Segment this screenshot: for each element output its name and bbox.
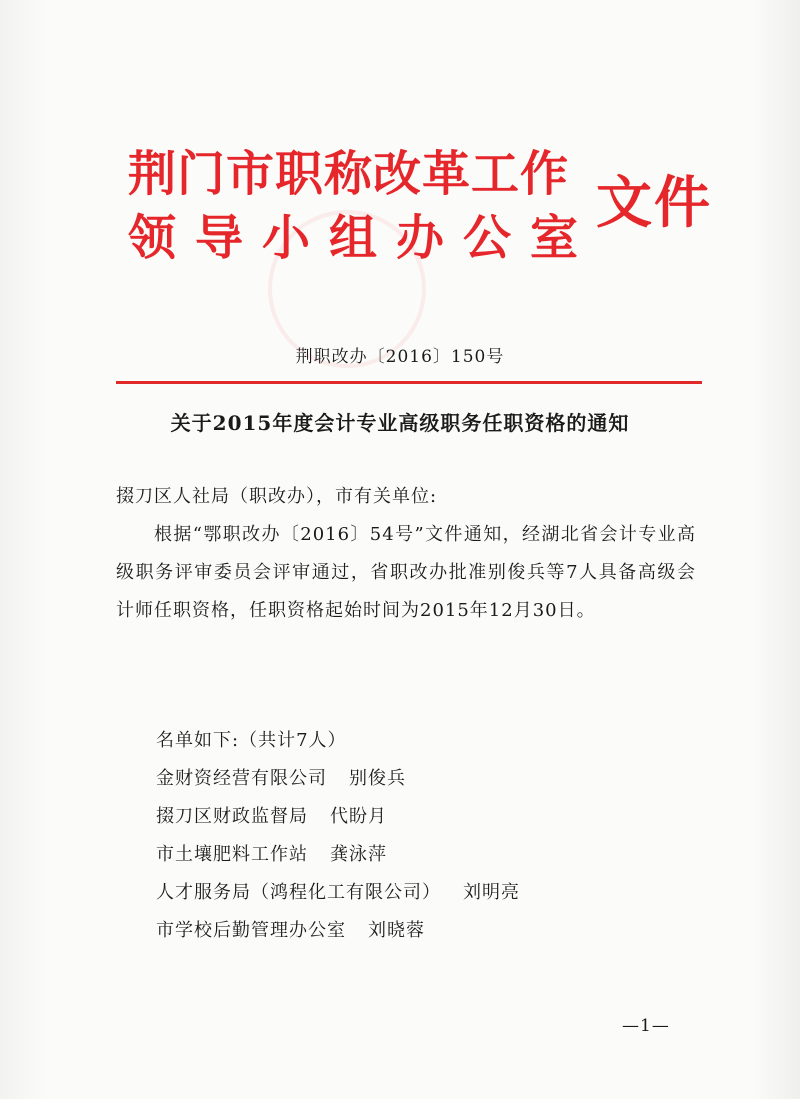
list-item-person: 代盼月 [330, 806, 387, 827]
list-item-person: 刘晓蓉 [368, 920, 425, 941]
list-item-unit: 掇刀区财政监督局 [156, 806, 308, 827]
list-item-person: 刘明亮 [463, 882, 520, 903]
document-number: 荆职改办〔2016〕150号 [295, 347, 505, 367]
list-item [156, 836, 520, 874]
list-item-unit: 市土壤肥料工作站 [156, 844, 308, 865]
header-issuer-line2: 领导小组办公室 [128, 210, 598, 266]
list-item-person: 龚泳萍 [330, 844, 387, 865]
list-item-unit: 金财资经营有限公司 [156, 768, 327, 789]
list-item [156, 760, 520, 798]
red-divider-line [116, 381, 702, 384]
list-heading: 名单如下:（共计7人） [156, 730, 347, 751]
list-item [156, 798, 520, 836]
header-document-word: 文件 [596, 171, 712, 236]
addressee: 掇刀区人社局（职改办），市有关单位: [116, 486, 438, 507]
document-title: 关于2015年度会计专业高级职务任职资格的通知 [170, 411, 630, 435]
header-issuer-line1: 荆门市职称改革工作 [128, 146, 570, 202]
list-item [156, 874, 520, 912]
name-list [156, 722, 520, 950]
list-item [156, 912, 520, 950]
body-paragraph: 根据“鄂职改办〔2016〕54号”文件通知，经湖北省会计专业高级职务评审委员会评审通过，省职改办批准别俊兵等7人具备高级会计师任职资格，任职资格起始时间为2015年12月30日。 [116, 524, 696, 621]
list-item-person: 别俊兵 [349, 768, 406, 789]
list-item-unit: 市学校后勤管理办公室 [156, 920, 346, 941]
page-number: —1— [622, 1016, 670, 1036]
list-item-unit: 人才服务局（鸿程化工有限公司） [156, 882, 441, 903]
